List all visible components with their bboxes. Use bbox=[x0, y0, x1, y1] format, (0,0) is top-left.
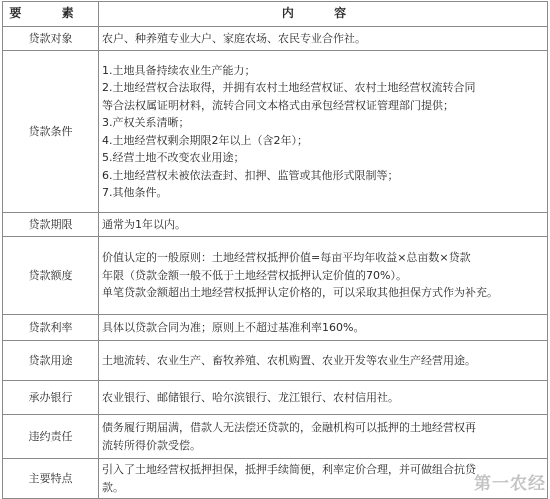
table-row bbox=[3, 213, 548, 237]
value-line: 6.土地经营权未被依法查封、扣押、监管或其他形式限制等； bbox=[102, 168, 399, 182]
row-label: 贷款利率 bbox=[3, 315, 99, 341]
table-row bbox=[3, 415, 548, 459]
table-row bbox=[3, 51, 548, 213]
row-value bbox=[99, 27, 548, 51]
row-label: 主要特点 bbox=[3, 459, 99, 499]
table-row bbox=[3, 315, 548, 341]
row-label: 贷款对象 bbox=[3, 27, 99, 51]
row-value bbox=[99, 213, 548, 237]
row-label: 违约责任 bbox=[3, 415, 99, 459]
value-line: 1.土地具备持续农业生产能力； bbox=[102, 63, 256, 77]
row-value bbox=[99, 51, 548, 213]
value-line: 年限（贷款金额一般不低于土地经营权抵押认定价值的70%）。 bbox=[102, 268, 407, 282]
row-label: 贷款条件 bbox=[3, 51, 99, 213]
loan-info-table bbox=[2, 1, 548, 499]
table-row bbox=[3, 341, 548, 381]
table-row bbox=[3, 27, 548, 51]
value-line: 款。 bbox=[102, 480, 124, 494]
value-line: 5.经营土地不改变农业用途； bbox=[102, 151, 245, 164]
row-value bbox=[99, 381, 548, 415]
value-line: 引入了土地经营权抵押担保，抵押手续简便，利率定价合理，并可做组合抗贷 bbox=[102, 463, 476, 476]
table-row bbox=[3, 381, 548, 415]
value-line: 7.其他条件。 bbox=[102, 186, 168, 199]
value-line: 通常为1年以内。 bbox=[102, 217, 186, 231]
table-header-row bbox=[3, 2, 548, 27]
value-line: 价值认定的一般原则：土地经营权抵押价值=每亩平均年收益×总亩数×贷款 bbox=[102, 251, 471, 265]
table-row bbox=[3, 237, 548, 315]
value-line: 流转所得价款受偿。 bbox=[102, 438, 201, 452]
value-line: 等合法权属证明材料，流转合同文本格式由承包经营权证管理部门提供； bbox=[102, 98, 454, 112]
value-line: 农业银行、邮储银行、哈尔滨银行、龙江银行、农村信用社。 bbox=[102, 390, 399, 404]
value-line: 土地流转、农业生产、畜牧养殖、农机购置、农业开发等农业生产经营用途。 bbox=[102, 353, 476, 367]
value-line: 3.产权关系清晰； bbox=[102, 116, 190, 129]
row-value bbox=[99, 341, 548, 381]
row-value bbox=[99, 415, 548, 459]
value-line: 债务履行期届满，借款人无法偿还贷款的，金融机构可以抵押的土地经营权再 bbox=[102, 421, 476, 434]
value-line: 2.土地经营权合法取得，并拥有农村土地经营权证、农村土地经营权流转合同 bbox=[102, 81, 476, 94]
row-value bbox=[99, 237, 548, 315]
row-label: 贷款期限 bbox=[3, 213, 99, 237]
row-label: 承办银行 bbox=[3, 381, 99, 415]
table-row bbox=[3, 459, 548, 499]
value-line: 具体以贷款合同为准；原则上不超过基准利率160%。 bbox=[102, 320, 365, 334]
watermark-logo: 第一农经 bbox=[474, 474, 546, 494]
row-label: 贷款用途 bbox=[3, 341, 99, 381]
value-line: 4.土地经营权剩余期限2年以上（含2年）； bbox=[102, 133, 308, 147]
header-content: 内 容 bbox=[99, 2, 548, 27]
row-value bbox=[99, 315, 548, 341]
value-line: 单笔贷款金额超出土地经营权抵押认定价格的，可以采取其他担保方式作为补充。 bbox=[102, 286, 498, 300]
row-label: 贷款额度 bbox=[3, 237, 99, 315]
value-line: 农户、种养殖专业大户、家庭农场、农民专业合作社。 bbox=[102, 31, 366, 45]
header-element: 要 素 bbox=[3, 2, 99, 27]
